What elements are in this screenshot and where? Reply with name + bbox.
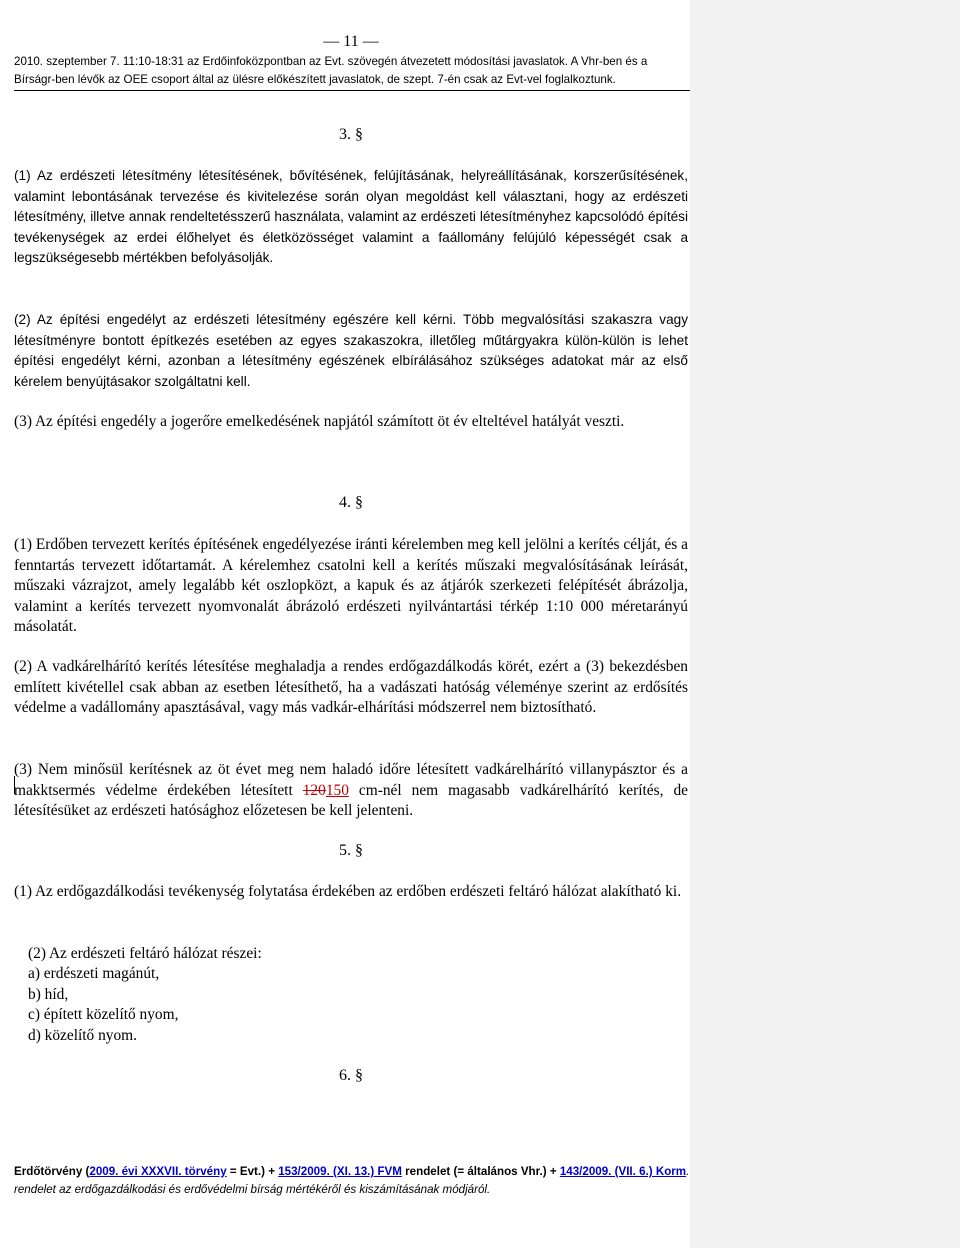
deleted-text: 120 <box>302 781 326 799</box>
list-item: b) híd, <box>28 985 69 1003</box>
network-parts-list <box>28 964 178 1046</box>
section-heading-6: 6. § <box>339 1067 363 1084</box>
paragraph-3-3: (3) Az építési engedély a jogerőre emelkedésének napjától számított öt év elteltével hatályát veszti. <box>14 413 625 430</box>
running-header <box>14 53 690 89</box>
header-line-1: 2010. szeptember 7. 11:10-18:31 az Erdőinfoközpontban az Evt. szövegén átvezetett módosítási javaslatok. A Vhr-ben és a <box>14 55 648 68</box>
list-item: d) közelítő nyom. <box>28 1026 137 1044</box>
paragraph-4-2: (2) A vadkárelhárító kerítés létesítése meghaladja a rendes erdőgazdálkodás körét, ezért a (3) bekezdésben említett kivétellel csak abban az esetben létesíthető, ha a vadászati hatóság véleménye szerint az erdősítés védelme a vadállomány apasztásával, vagy más vadkár-elhárítási módszerrel nem biztosítható. <box>14 658 688 717</box>
paragraph-3-2: (2) Az építési engedélyt az erdészeti létesítmény egészére kell kérni. Több megvalósítási szakaszra vagy létesítményre bontott építkezés esetében az egyes szakaszokra, illetőleg műtárgyakra külön-külön is lehet építési engedélyt kérni, azonban a létesítmény egészének elbírálásához szükséges adatokat már az első kérelem benyújtásakor szolgáltatni kell. <box>14 312 688 389</box>
footer-text-3: rendelet (= általános Vhr.) + <box>401 1165 560 1178</box>
inserted-text: 150 <box>325 781 349 799</box>
footer-link-evt[interactable]: 2009. évi XXXVII. törvény <box>89 1165 227 1178</box>
paragraph-5-2: (2) Az erdészeti feltáró hálózat részei: <box>28 945 262 962</box>
paragraph-5-1: (1) Az erdőgazdálkodási tevékenység folytatása érdekében az erdőben erdészeti feltáró hálózat alakítható ki. <box>14 883 682 900</box>
footer-text-4: . rendelet az erdőgazdálkodási és erdővédelmi bírság mértékéről és kiszámításának módjáról. <box>14 1165 690 1196</box>
paragraph-4-3-text-after: cm-nél nem magasabb vadkárelhárító kerítés, de létesítésüket az erdészeti hatósághoz előzetesen be kell jelenteni. <box>14 781 688 820</box>
paragraph-4-3 <box>14 760 688 822</box>
list-item: c) épített közelítő nyom, <box>28 1006 179 1024</box>
footer-text-2: = Evt.) + <box>226 1165 279 1178</box>
section-heading-4: 4. § <box>339 494 363 511</box>
header-line-2: Bírságr-ben lévők az OEE csoport által az ülésre előkészített javaslatok, de szept. 7-én csak az Evt-vel foglalkoztunk. <box>14 73 616 86</box>
list-item: a) erdészeti magánút, <box>28 965 160 982</box>
footer-link-korm[interactable]: 143/2009. (VII. 6.) Korm <box>559 1165 687 1178</box>
section-heading-3: 3. § <box>339 126 363 143</box>
comment-pane <box>690 0 960 1248</box>
footer-link-vhr[interactable]: 153/2009. (XI. 13.) FVM <box>278 1165 402 1178</box>
paragraph-3-1: (1) Az erdészeti létesítmény létesítésének, bővítésének, felújításának, helyreállításának, korszerűsítésének, valamint lebontásának tervezése és kivitelezése során olyan megoldást kell választani, hogy az erdészeti létesítmény, illetve annak rendeltetésszerű használata, valamint az erdészeti létesítményhez kapcsolódó építési tevékenységek az erdei élőhelyet és életközösséget valamint a faállomány felújúló képességét csak a legszükségesebb mértékben befolyásolják. <box>14 168 688 266</box>
paragraph-4-1: (1) Erdőben tervezett kerítés építésének engedélyezése iránti kérelemben meg kell jelölni a kerítés célját, és a fenntartás tervezett időtartamát. A kérelemhez csatolni kell a kerítés műszaki megvalósításának leírását, műszaki vázrajzot, amely legalább két oszlopközt, a kapuk és az átjárók szerkezeti felépítését ábrázolja, valamint a kerítés tervezett nyomvonalát ábrázoló erdészeti nyilvántartási térkép 1:10 000 méretarányú másolatát. <box>14 536 688 636</box>
header-rule <box>14 90 690 91</box>
footer-text-1: Erdőtörvény ( <box>14 1165 90 1178</box>
section-heading-5: 5. § <box>339 842 363 859</box>
paragraph-4-3-text-before: (3) Nem minősül kerítésnek az öt évet meg nem haladó időre létesített vadkárelhárító villanypásztor és a makktsermés védelme érdekében létesített <box>14 761 688 799</box>
running-footer <box>14 1163 690 1198</box>
page-number: — 11 — <box>323 33 379 50</box>
